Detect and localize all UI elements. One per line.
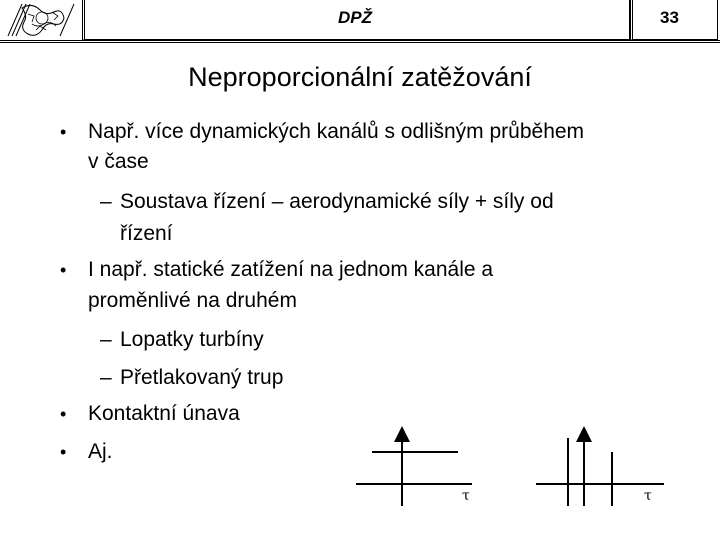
header-title: DPŽ <box>338 8 372 27</box>
bullet-marker: • <box>60 404 67 424</box>
dash-marker: – <box>100 190 112 213</box>
sub-bullet-text: Lopatky turbíny <box>120 328 264 351</box>
slide-title: Neproporcionální zatěžování <box>188 62 532 92</box>
sub-bullet-text: Přetlakovaný trup <box>120 366 284 389</box>
bullet-marker: • <box>60 442 67 462</box>
bullet-text: I např. statické zatížení na jednom kanále a <box>88 258 494 281</box>
bullet-text: proměnlivé na druhém <box>88 289 297 312</box>
right-axis-label: τ <box>644 488 652 504</box>
dash-marker: – <box>100 328 112 351</box>
sub-bullet-text: řízení <box>120 222 173 245</box>
sub-bullet-text: Soustava řízení – aerodynamické síly + síly od <box>120 190 554 213</box>
bullet-marker: • <box>60 122 67 142</box>
bullet-text: v čase <box>88 150 149 173</box>
page-number: 33 <box>660 8 679 27</box>
dash-marker: – <box>100 366 112 389</box>
left-axis-label: τ <box>462 488 470 504</box>
bullet-text: Aj. <box>88 440 113 463</box>
bullet-text: Kontaktní únava <box>88 402 240 425</box>
right-loading-diagram <box>536 434 664 506</box>
bullet-text: Např. více dynamických kanálů s odlišným průběhem <box>88 120 585 143</box>
bullet-marker: • <box>60 260 67 280</box>
left-loading-diagram <box>356 434 472 506</box>
